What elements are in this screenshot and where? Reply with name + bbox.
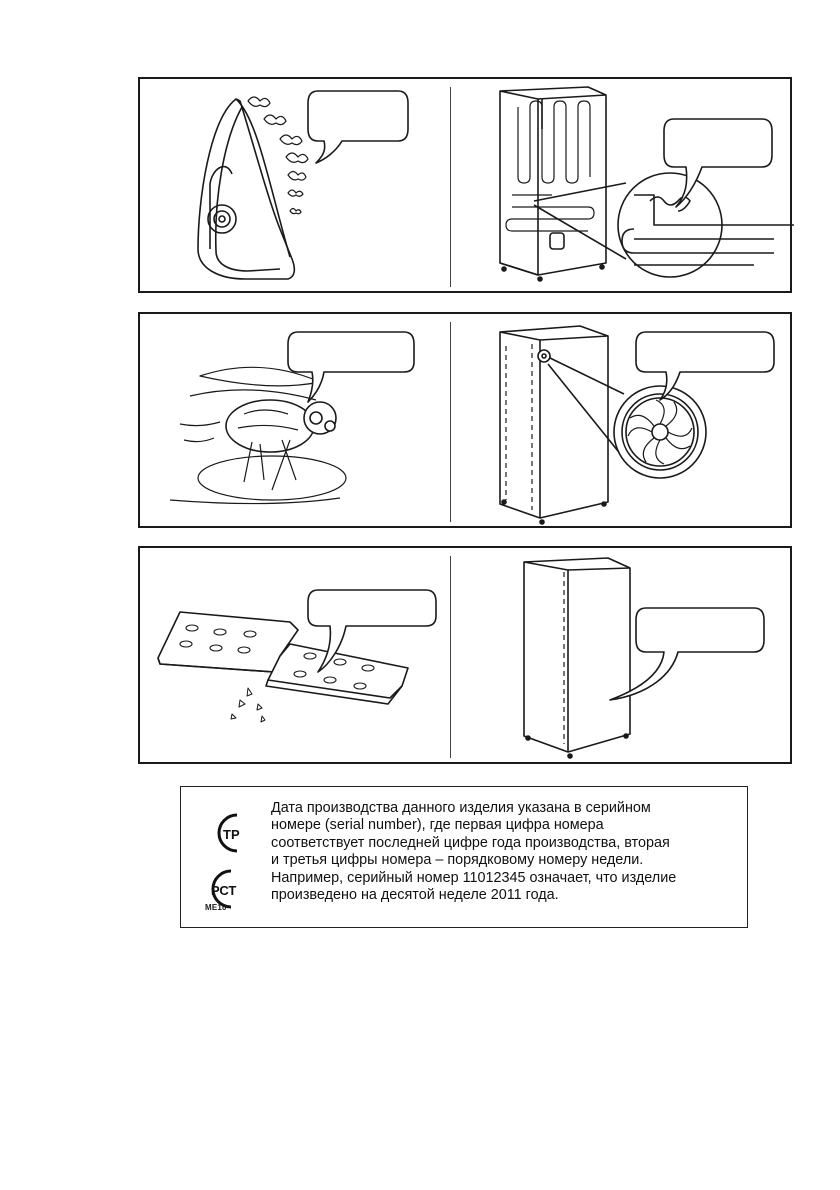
fly-and-fan-illustration — [140, 314, 794, 530]
speech-bubble — [308, 91, 408, 163]
fridge-closed-icon — [524, 558, 630, 758]
mark-label: ME10 — [205, 903, 227, 912]
notice-text — [271, 800, 741, 904]
panel-fly-fan — [138, 312, 792, 528]
ice-and-fridge-illustration — [140, 548, 794, 766]
speech-bubble — [288, 332, 414, 402]
notice-line: и третья цифры номера – порядковому номеру недели. — [271, 852, 644, 869]
mark-letters-rst: РСТ — [211, 883, 237, 898]
iron-and-condenser-illustration — [140, 79, 794, 295]
notice-line: Например, серийный номер 11012345 означает, что изделие — [271, 869, 677, 886]
notice-line: Дата производства данного изделия указана в серийном — [271, 800, 651, 816]
speech-bubble — [308, 590, 436, 672]
panel-ice-fridge — [138, 546, 792, 764]
fridge-icon — [500, 326, 630, 524]
panel-iron-condenser — [138, 77, 792, 293]
fly-icon — [170, 367, 346, 503]
fridge-back-icon — [500, 87, 626, 281]
condenser-zoom-icon — [618, 173, 794, 277]
steam-iron-icon — [198, 99, 294, 279]
notice-line: произведено на десятой неделе 2011 года. — [271, 887, 559, 904]
certification-marks-icon — [201, 805, 259, 917]
notice-line: соответствует последней цифре года производства, вторая — [271, 834, 670, 851]
production-date-notice — [180, 786, 748, 928]
notice-line: номере (serial number), где первая цифра номера — [271, 817, 604, 834]
mark-letters-tr: ТР — [223, 827, 240, 842]
cracking-ice-tray-icon — [158, 612, 408, 722]
speech-bubble — [610, 608, 764, 700]
